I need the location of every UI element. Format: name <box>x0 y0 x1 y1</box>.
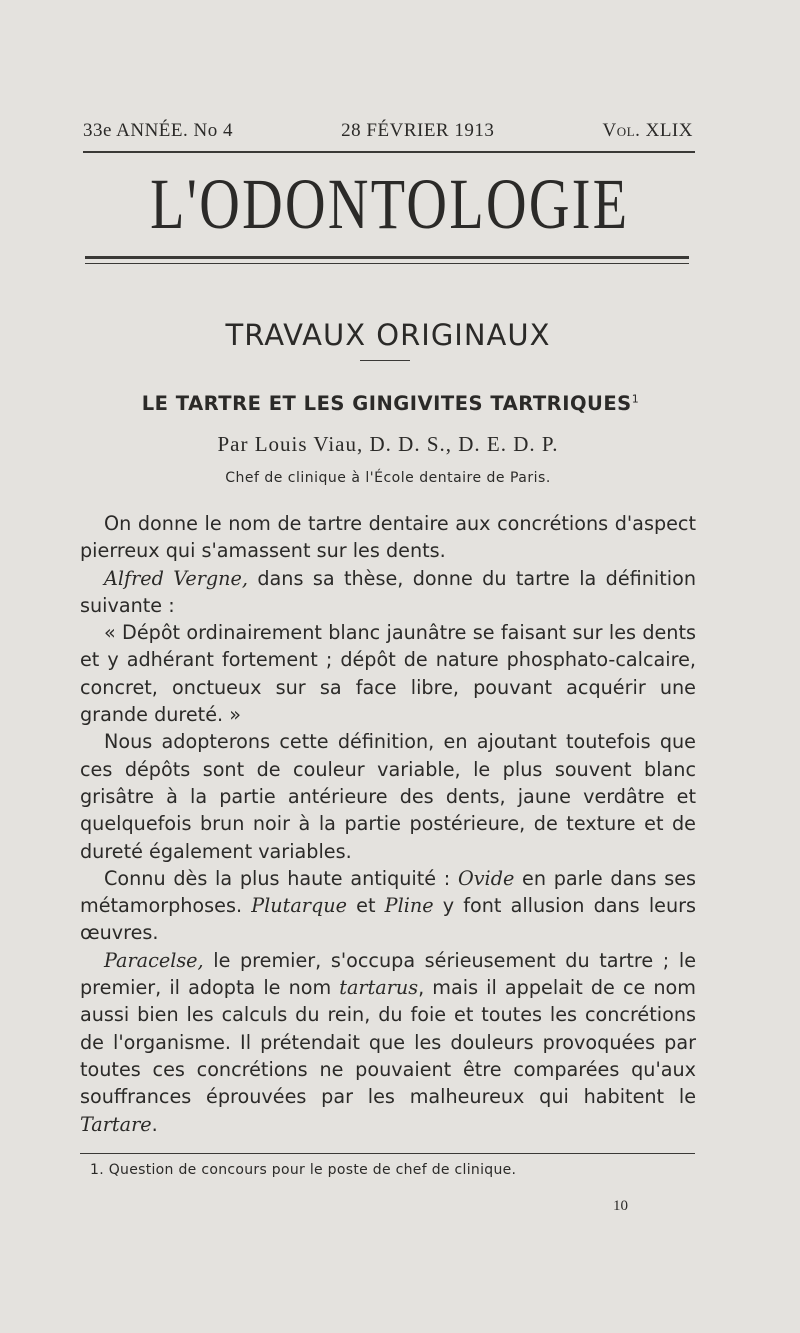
paragraph-1: On donne le nom de tartre dentaire aux concrétions d'aspect pierreux qui s'amassent sur les dents. <box>80 512 696 563</box>
section-divider <box>360 360 410 361</box>
paragraph-4: Nous adopterons cette définition, en ajoutant toutefois que ces dépôts sont de couleur variable, le plus souvent blanc grisâtre à la partie antérieure des dents, jaune verdâtre et quelquefois brun noir à la partie postérieure, de texture et de dureté également variables. <box>80 730 696 863</box>
paragraph-5-text-a: Connu dès la plus haute antiquité : <box>104 866 458 890</box>
volume-number: Vol. XLIX <box>602 120 693 141</box>
footnote: 1. Question de concours pour le poste de chef de clinique. <box>90 1162 517 1178</box>
footnote-rule <box>80 1153 695 1154</box>
name-pline: Pline <box>384 894 434 918</box>
paragraph-5-text-c: et <box>346 894 385 918</box>
author-affiliation: Chef de clinique à l'École dentaire de Paris. <box>225 470 551 486</box>
journal-masthead: L'ODONTOLOGIE <box>150 164 630 244</box>
paragraph-5-text-b: en parle dans ses métamorphoses. <box>80 866 697 918</box>
paragraph-6-text-b: , mais il appelait de ce nom aussi bien les calculs du rein, du foie et toutes les concrétions de l'organisme. Il prétendait que les douleurs provoquées par toutes ces concrétions ne pouvaient être comparées qu'aux souffrances éprouvées par les malheureux qui habitent le <box>80 976 696 1109</box>
page-number: 10 <box>613 1198 628 1214</box>
article-body <box>80 510 696 1138</box>
issue-number: 33e ANNÉE. No 4 <box>83 120 233 141</box>
paragraph-2 <box>80 565 696 620</box>
paragraph-2-text: dans sa thèse, donne du tartre la définition suivante : <box>80 566 696 617</box>
masthead-rule-thin <box>85 263 689 264</box>
paragraph-3-quote: « Dépôt ordinairement blanc jaunâtre se faisant sur les dents et y adhérant fortement ; dépôt de nature phosphato-calcaire, concret, onctueux sur sa face libre, pouvant acquérir une grande dureté. » <box>80 621 696 727</box>
paragraph-5-text-d: y font allusion dans leurs œuvres. <box>80 894 697 945</box>
name-ovide: Ovide <box>457 866 515 890</box>
paragraph-6 <box>80 947 696 1138</box>
author-name-vergne: Alfred Vergne, <box>104 566 248 590</box>
header-rule <box>83 151 695 153</box>
term-tartarus: tartarus <box>339 976 419 1000</box>
article-title-text: LE TARTRE ET LES GINGIVITES TARTRIQUES <box>141 392 632 415</box>
paragraph-5 <box>80 865 696 947</box>
article-title <box>83 392 698 415</box>
footnote-marker: 1 <box>631 392 640 406</box>
section-title: TRAVAUX ORIGINAUX <box>225 318 551 352</box>
issue-date: 28 FÉVRIER 1913 <box>341 120 495 141</box>
author-byline: Par Louis Viau, D. D. S., D. E. D. P. <box>217 432 559 456</box>
term-tartare: Tartare <box>80 1112 152 1136</box>
name-plutarque: Plutarque <box>251 894 347 918</box>
paragraph-6-text-c: . <box>151 1112 158 1136</box>
paragraph-6-text-a: le premier, s'occupa sérieusement du tartre ; le premier, il adopta le nom <box>80 948 696 1000</box>
name-paracelse: Paracelse, <box>104 948 204 972</box>
masthead-rule-thick <box>85 256 689 259</box>
running-header <box>83 120 693 142</box>
